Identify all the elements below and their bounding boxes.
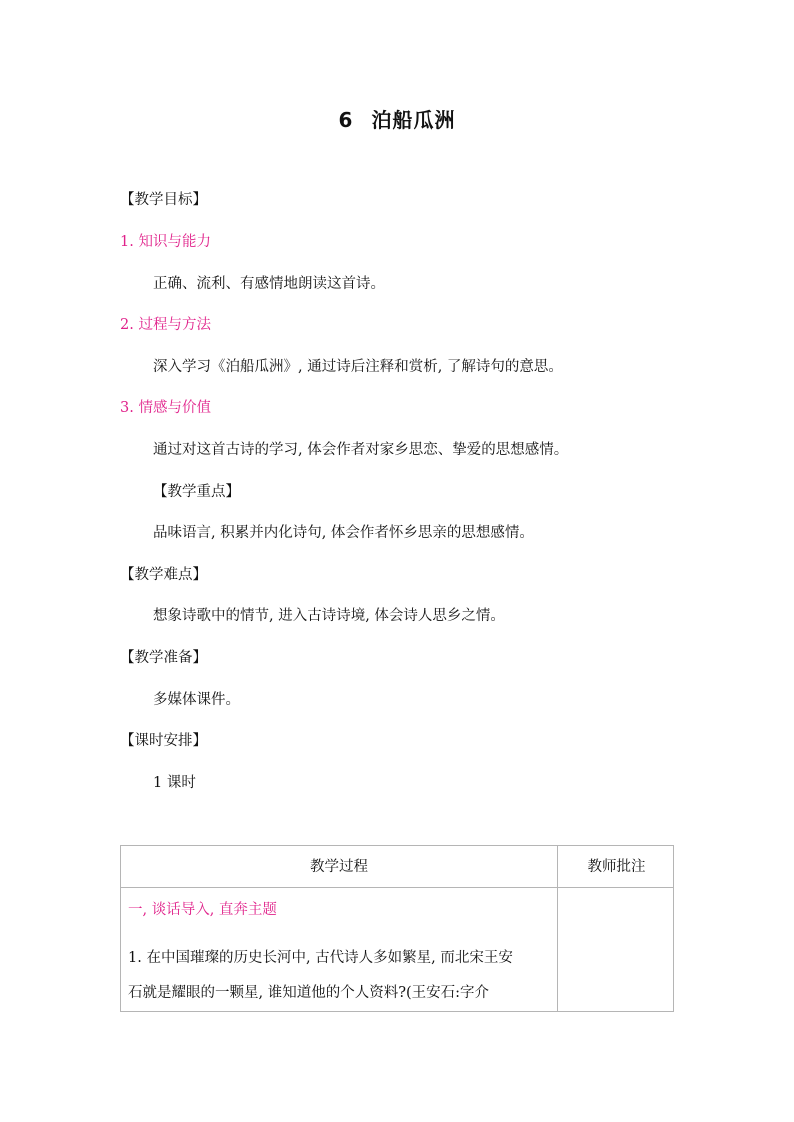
objective-3-heading: 3. 情感与价值 <box>120 400 211 416</box>
page-title <box>0 104 794 133</box>
schedule-text: 1 课时 <box>153 775 196 791</box>
difficulties-heading: 【教学难点】 <box>120 567 207 583</box>
process-text-line: 1. 在中国璀璨的历史长河中, 古代诗人多如繁星, 而北宋王安 <box>128 950 513 966</box>
lesson-title: 泊船瓜洲 <box>371 108 456 132</box>
lesson-number: 6 <box>338 108 354 132</box>
difficulties-text: 想象诗歌中的情节, 进入古诗诗境, 体会诗人思乡之情。 <box>153 608 505 624</box>
teacher-notes-cell <box>558 888 675 1012</box>
objective-1-text: 正确、流利、有感情地朗读这首诗。 <box>153 276 385 292</box>
process-text-line: 石就是耀眼的一颗星, 谁知道他的个人资料?(王安石:字介 <box>128 985 490 1001</box>
preparation-text: 多媒体课件。 <box>153 692 240 708</box>
objectives-heading: 【教学目标】 <box>120 192 207 208</box>
key-points-heading: 【教学重点】 <box>153 484 240 500</box>
table-header-teacher-notes: 教师批注 <box>587 859 646 875</box>
schedule-heading: 【课时安排】 <box>120 733 207 749</box>
table-header-process: 教学过程 <box>310 859 368 875</box>
objective-2-text: 深入学习《泊船瓜洲》, 通过诗后注释和赏析, 了解诗句的意思。 <box>153 359 563 375</box>
key-points-text: 品味语言, 积累并内化诗句, 体会作者怀乡思亲的思想感情。 <box>153 525 534 541</box>
objective-2-heading: 2. 过程与方法 <box>120 317 211 333</box>
objective-1-heading: 1. 知识与能力 <box>120 234 211 250</box>
preparation-heading: 【教学准备】 <box>120 650 207 666</box>
process-step-heading: 一, 谈话导入, 直奔主题 <box>128 902 277 918</box>
teaching-process-table <box>120 845 674 1012</box>
objective-3-text: 通过对这首古诗的学习, 体会作者对家乡思恋、挚爱的思想感情。 <box>153 442 569 458</box>
